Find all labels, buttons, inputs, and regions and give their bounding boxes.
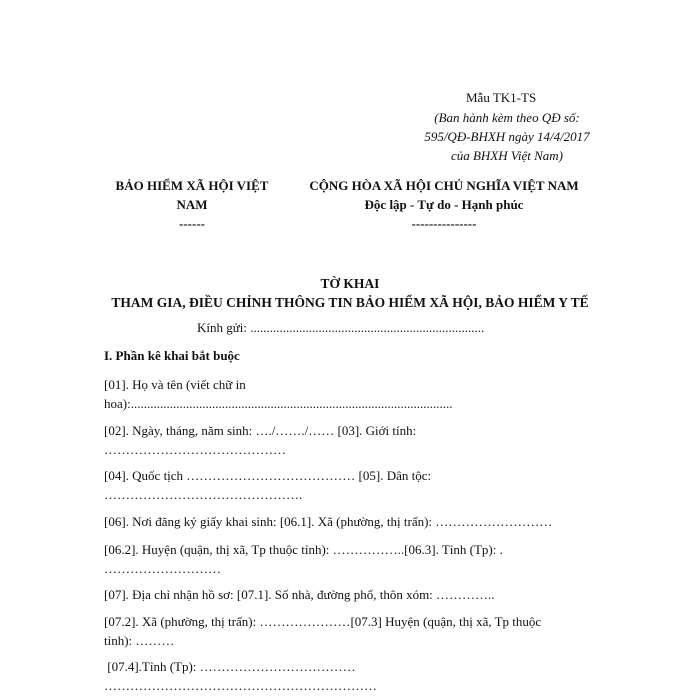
republic-heading: [296, 176, 592, 233]
field-07-4-line-1: [07.4].Tỉnh (Tp): ………………………………: [104, 659, 356, 674]
field-07: [07]. Địa chỉ nhận hồ sơ: [07.1]. Số nhà, đường phố, thôn xóm: …………..: [104, 587, 495, 602]
field-02: [104, 421, 416, 459]
field-07-2-line-1: [07.2]. Xã (phường, thị trấn): …………………[07.3] Huyện (quận, thị xã, Tp thuộc: [104, 614, 542, 629]
field-06-2-line-2: ………………………: [104, 561, 221, 576]
issued-line-1: (Ban hành kèm theo QĐ số:: [434, 110, 580, 125]
agency-line-1: BẢO HIỂM XÃ HỘI VIỆT: [115, 178, 269, 193]
issued-line-2: 595/QĐ-BHXH ngày 14/4/2017: [424, 129, 590, 144]
field-04-line-2: ……………………………………….: [104, 487, 303, 502]
field-01: [104, 375, 452, 413]
agency-dash: ------: [179, 216, 205, 231]
field-04: [104, 466, 431, 504]
field-02-line-1: [02]. Ngày, tháng, năm sinh: …./……./…… [03]. Giới tính:: [104, 423, 417, 438]
field-07-2: [104, 612, 541, 650]
field-04-line-1: [04]. Quốc tịch ………………………………… [05]. Dân tộc:: [104, 468, 432, 483]
agency-heading: [104, 176, 280, 233]
document-title: [100, 274, 600, 312]
field-06-2: [104, 540, 503, 578]
field-02-line-2: ……………………………………: [104, 442, 286, 457]
field-06: [06]. Nơi đăng ký giấy khai sinh: [06.1]. Xã (phường, thị trấn): ………………………: [104, 514, 553, 529]
field-01-line-2: hoa):...................................................................................................: [104, 396, 453, 411]
issued-line-3: của BHXH Việt Nam): [450, 148, 564, 163]
title-line-2: THAM GIA, ĐIỀU CHỈNH THÔNG TIN BẢO HIỂM XÃ HỘI, BẢO HIỂM Y TẾ: [111, 295, 589, 310]
issued-note: [414, 108, 600, 165]
field-01-line-1: [01]. Họ và tên (viết chữ in: [104, 377, 246, 392]
republic-dash: ---------------: [411, 216, 477, 231]
field-06-2-line-1: [06.2]. Huyện (quận, thị xã, Tp thuộc tỉnh): ……………..[06.3]. Tỉnh (Tp): .: [104, 542, 503, 557]
section-heading: I. Phần kê khai bắt buộc: [104, 348, 240, 363]
republic-line-1: CỘNG HÒA XÃ HỘI CHỦ NGHĨA VIỆT NAM: [309, 178, 579, 193]
field-07-4-line-2: ………………………………………………………: [104, 678, 377, 693]
republic-line-2: Độc lập - Tự do - Hạnh phúc: [364, 197, 524, 212]
form-code: Mẫu TK1-TS: [466, 90, 537, 105]
field-07-2-line-2: tỉnh): ………: [104, 633, 175, 648]
recipient-line: Kính gửi: ........................................................................: [197, 320, 485, 335]
title-line-1: TỜ KHAI: [320, 276, 380, 291]
field-07-4: [104, 657, 377, 695]
agency-line-2: NAM: [176, 197, 208, 212]
